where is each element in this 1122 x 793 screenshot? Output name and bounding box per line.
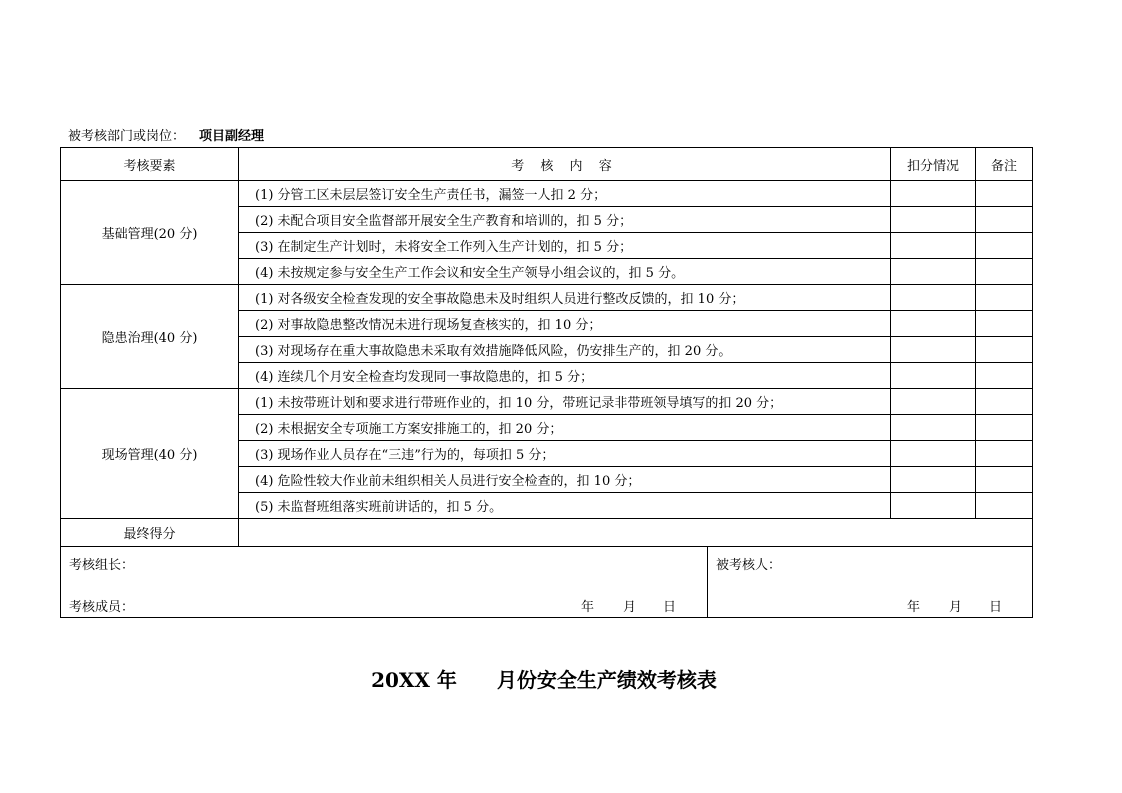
remarks-cell[interactable] bbox=[976, 233, 1033, 259]
deduction-cell[interactable] bbox=[891, 363, 976, 389]
header-assessment-element: 考核要素 bbox=[61, 148, 239, 181]
deduction-cell[interactable] bbox=[891, 207, 976, 233]
remarks-cell[interactable] bbox=[976, 389, 1033, 415]
date-month-label: 月 bbox=[949, 600, 963, 615]
deduction-cell[interactable] bbox=[891, 233, 976, 259]
date-year-label: 年 bbox=[581, 600, 595, 615]
assessment-item: (5) 未监督班组落实班前讲话的，扣 5 分。 bbox=[239, 493, 891, 519]
assessment-item: (2) 未根据安全专项施工方案安排施工的，扣 20 分； bbox=[239, 415, 891, 441]
remarks-cell[interactable] bbox=[976, 493, 1033, 519]
assessment-item: (4) 未按规定参与安全生产工作会议和安全生产领导小组会议的，扣 5 分。 bbox=[239, 259, 891, 285]
remarks-cell[interactable] bbox=[976, 467, 1033, 493]
remarks-cell[interactable] bbox=[976, 259, 1033, 285]
header-assessment-content: 考 核 内 容 bbox=[239, 148, 891, 181]
assessment-item: (2) 对事故隐患整改情况未进行现场复查核实的，扣 10 分； bbox=[239, 311, 891, 337]
leader-label: 考核组长： bbox=[69, 558, 135, 573]
deduction-cell[interactable] bbox=[891, 311, 976, 337]
department-position-line bbox=[68, 125, 264, 144]
deduction-cell[interactable] bbox=[891, 493, 976, 519]
signature-table bbox=[60, 546, 1033, 618]
header-remarks: 备注 bbox=[976, 148, 1033, 181]
deduction-cell[interactable] bbox=[891, 259, 976, 285]
category-site-management: 现场管理(40 分) bbox=[61, 389, 239, 519]
document-title bbox=[0, 664, 1088, 693]
final-score-cell[interactable] bbox=[239, 519, 1033, 547]
date-year-label: 年 bbox=[907, 600, 921, 615]
assessment-item: (1) 分管工区未层层签订安全生产责任书，漏签一人扣 2 分； bbox=[239, 181, 891, 207]
remarks-cell[interactable] bbox=[976, 415, 1033, 441]
table-header-row bbox=[61, 148, 1033, 181]
remarks-cell[interactable] bbox=[976, 285, 1033, 311]
table-row bbox=[61, 389, 1033, 415]
assessment-table bbox=[60, 147, 1033, 547]
date-month-label: 月 bbox=[623, 600, 637, 615]
department-value: 项目副经理 bbox=[199, 129, 265, 144]
table-row bbox=[61, 285, 1033, 311]
deduction-cell[interactable] bbox=[891, 337, 976, 363]
date-day-label: 日 bbox=[989, 600, 1003, 615]
header-deduction: 扣分情况 bbox=[891, 148, 976, 181]
remarks-cell[interactable] bbox=[976, 363, 1033, 389]
title-text: 月份安全生产绩效考核表 bbox=[496, 668, 717, 692]
deduction-cell[interactable] bbox=[891, 181, 976, 207]
assessment-item: (1) 对各级安全检查发现的安全事故隐患未及时组织人员进行整改反馈的，扣 10 分； bbox=[239, 285, 891, 311]
category-hazard-control: 隐患治理(40 分) bbox=[61, 285, 239, 389]
assessment-item: (3) 在制定生产计划时，未将安全工作列入生产计划的，扣 5 分； bbox=[239, 233, 891, 259]
final-score-row bbox=[61, 519, 1033, 547]
assessment-item: (3) 现场作业人员存在“三违”行为的，每项扣 5 分； bbox=[239, 441, 891, 467]
assessee-label: 被考核人： bbox=[716, 558, 782, 573]
remarks-cell[interactable] bbox=[976, 181, 1033, 207]
remarks-cell[interactable] bbox=[976, 337, 1033, 363]
assessment-item: (4) 连续几个月安全检查均发现同一事故隐患的，扣 5 分； bbox=[239, 363, 891, 389]
deduction-cell[interactable] bbox=[891, 389, 976, 415]
assessment-item: (3) 对现场存在重大事故隐患未采取有效措施降低风险，仍安排生产的，扣 20 分。 bbox=[239, 337, 891, 363]
table-row bbox=[61, 181, 1033, 207]
assessment-item: (1) 未按带班计划和要求进行带班作业的，扣 10 分，带班记录非带班领导填写的扣 20 分； bbox=[239, 389, 891, 415]
assessment-item: (4) 危险性较大作业前未组织相关人员进行安全检查的，扣 10 分； bbox=[239, 467, 891, 493]
remarks-cell[interactable] bbox=[976, 441, 1033, 467]
assessment-item: (2) 未配合项目安全监督部开展安全生产教育和培训的，扣 5 分； bbox=[239, 207, 891, 233]
deduction-cell[interactable] bbox=[891, 285, 976, 311]
final-score-label: 最终得分 bbox=[61, 519, 239, 547]
category-basic-management: 基础管理(20 分) bbox=[61, 181, 239, 285]
remarks-cell[interactable] bbox=[976, 311, 1033, 337]
assessee-signature-cell[interactable] bbox=[708, 546, 1033, 618]
members-label: 考核成员： bbox=[69, 600, 135, 615]
title-year: 20XX 年 bbox=[371, 668, 457, 692]
remarks-cell[interactable] bbox=[976, 207, 1033, 233]
deduction-cell[interactable] bbox=[891, 441, 976, 467]
deduction-cell[interactable] bbox=[891, 415, 976, 441]
assessor-signature-cell[interactable] bbox=[61, 546, 708, 618]
department-label: 被考核部门或岗位： bbox=[68, 129, 186, 144]
date-day-label: 日 bbox=[663, 600, 677, 615]
deduction-cell[interactable] bbox=[891, 467, 976, 493]
